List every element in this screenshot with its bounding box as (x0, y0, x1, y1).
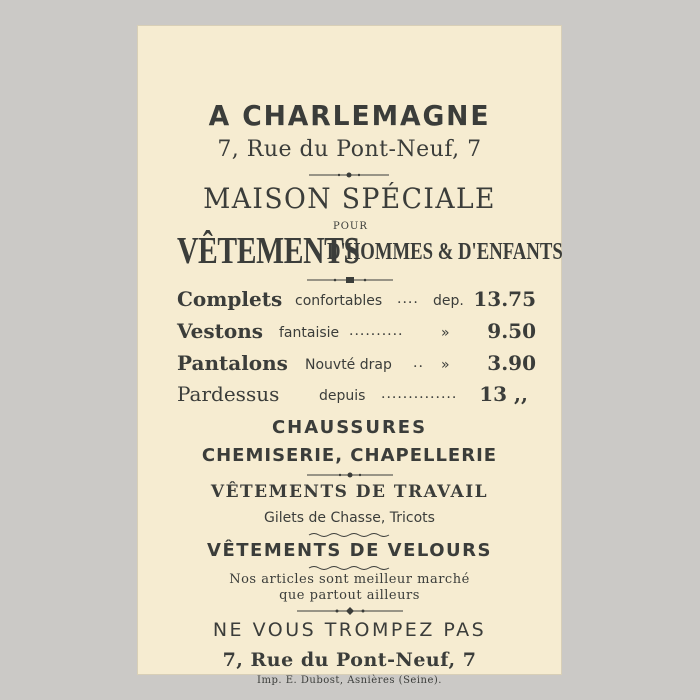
item-name: Pantalons (177, 351, 288, 375)
item-dots: .......... (349, 323, 404, 339)
item-price: 3.90 (487, 351, 536, 375)
vetements-de-travail-heading: VÊTEMENTS DE TRAVAIL (210, 482, 489, 502)
item-price: 9.50 (487, 319, 536, 343)
price-item-pantalons (137, 349, 562, 379)
advertising-card (137, 25, 563, 686)
ornament-divider-5 (309, 565, 389, 571)
ornament-divider-1 (309, 171, 389, 179)
chaussures-heading: CHAUSSURES (271, 417, 428, 438)
price-item-complets (137, 285, 562, 315)
item-name: Pardessus (177, 382, 280, 406)
vetements-de-velours-heading: VÊTEMENTS DE VELOURS (207, 540, 492, 561)
item-description: confortables (295, 293, 383, 309)
item-name: Complets (177, 287, 283, 311)
item-price: 13 ,, (479, 382, 528, 406)
ne-vous-trompez-pas-heading: NE VOUS TROMPEZ PAS (212, 619, 487, 641)
address-bottom: 7, Rue du Pont-Neuf, 7 (222, 649, 477, 671)
address-top: 7, Rue du Pont-Neuf, 7 (217, 137, 482, 162)
item-price: 13.75 (473, 287, 536, 311)
shop-name: A CHARLEMAGNE (208, 99, 491, 132)
hommes-enfants-text: D'HOMMES & D'ENFANTS (327, 239, 563, 265)
articles-line-2: que partout ailleurs (279, 588, 420, 603)
chemiserie-heading: CHEMISERIE, CHAPELLERIE (201, 445, 498, 466)
price-item-pardessus (137, 380, 562, 410)
pour-word: POUR (333, 221, 368, 232)
ornament-divider-4 (309, 532, 389, 538)
vetements-word: VÊTEMENTS (177, 230, 360, 272)
price-item-vestons (137, 317, 562, 347)
ornament-divider-3 (307, 471, 393, 479)
item-dots: .............. (381, 386, 458, 402)
gilets-line: Gilets de Chasse, Tricots (264, 510, 435, 526)
item-description: Nouvté drap (305, 357, 392, 373)
vetements-heading (137, 219, 562, 279)
printer-imprint: Imp. E. Dubost, Asnières (Seine). (257, 675, 442, 686)
item-prefix: dep. (433, 293, 464, 309)
item-dots: .. (413, 355, 424, 371)
item-description: fantaisie (279, 325, 340, 341)
item-prefix: » (441, 357, 450, 373)
item-name: Vestons (177, 319, 264, 343)
ornament-divider-6 (297, 607, 403, 615)
maison-speciale-heading: MAISON SPÉCIALE (203, 182, 496, 215)
item-description: depuis (319, 388, 366, 404)
articles-line-1: Nos articles sont meilleur marché (229, 572, 470, 587)
item-prefix: » (441, 325, 450, 341)
ornament-divider-2 (307, 276, 393, 284)
item-dots: .... (397, 291, 419, 307)
